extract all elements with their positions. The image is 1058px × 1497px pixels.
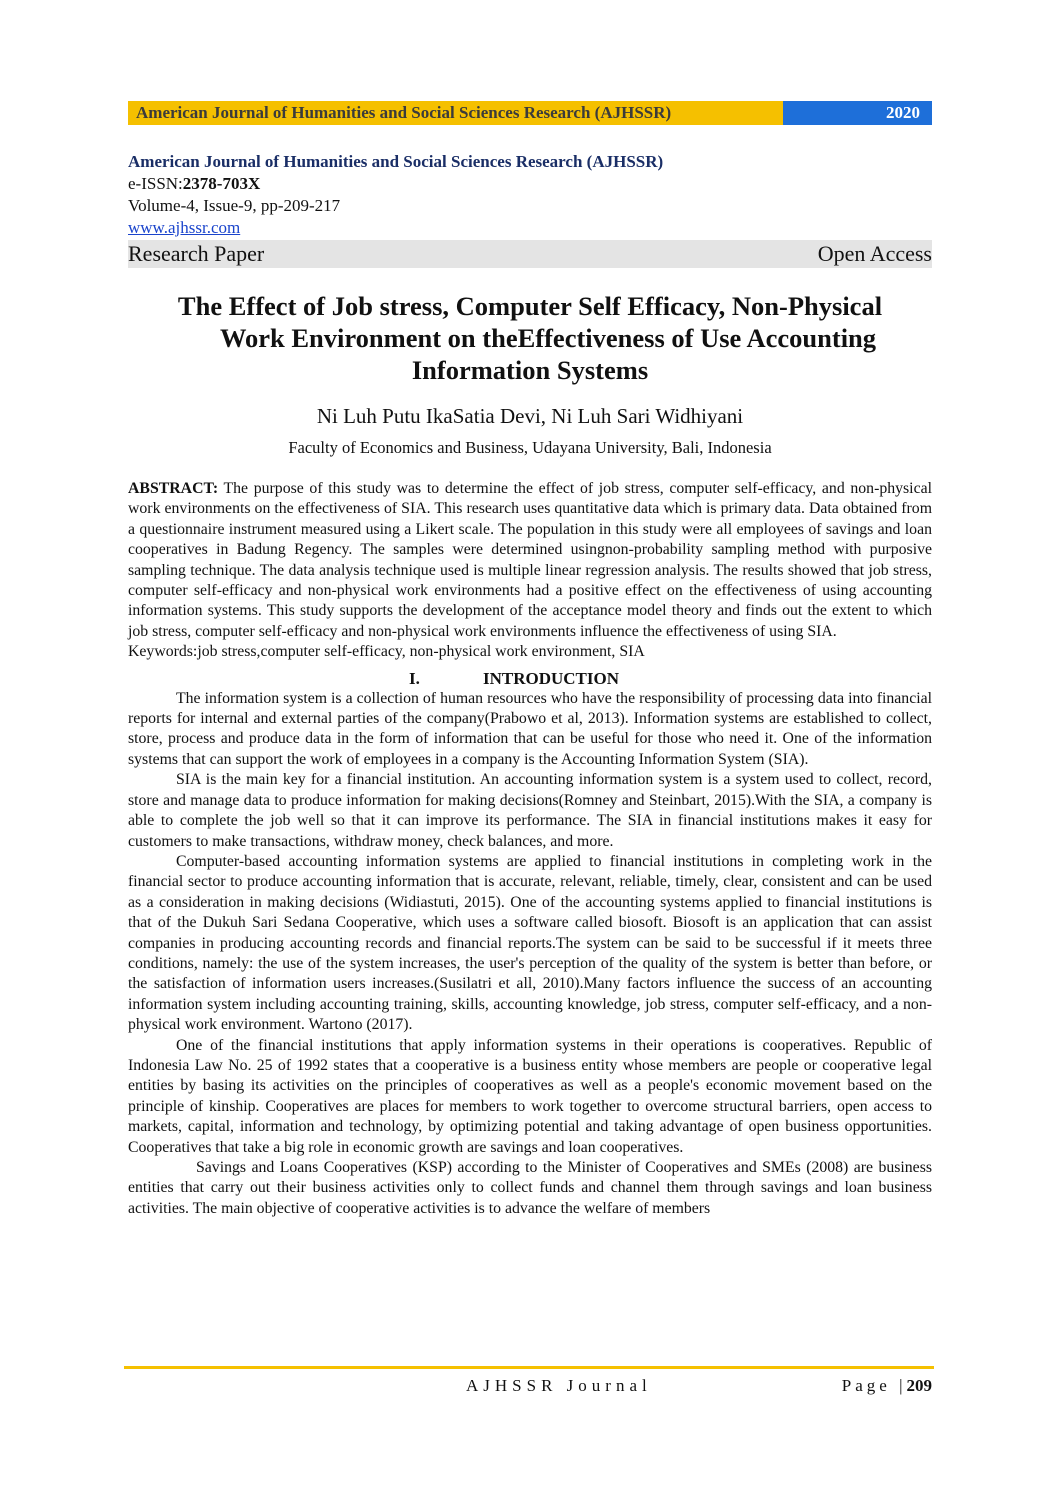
volume-line: Volume-4, Issue-9, pp-209-217: [128, 196, 341, 215]
abstract-label: ABSTRACT:: [128, 480, 219, 497]
authors: Ni Luh Putu IkaSatia Devi, Ni Luh Sari Widhiyani: [316, 404, 744, 428]
issn-value: 2378-703X: [182, 174, 261, 193]
footer-divider: [124, 1366, 934, 1369]
section-number: I.: [409, 668, 420, 688]
paragraph: One of the financial institutions that apply information systems in their operations is cooperatives. Republic of Indonesia Law No. 25 of 1992 states that a cooperative is a business entity whose members are people or cooperative legal entities by basing its activities on the principles of cooperatives as well as a people's economic movement based on the principle of kinship. Cooperatives are places for members to work together to overcome structural barriers, open access to markets, capital, information and technology, by optimizing potential and taking advantage of open business opportunities. Cooperatives that take a big role in economic growth are savings and loan cooperatives.: [128, 1036, 932, 1156]
abstract: [128, 479, 932, 642]
abstract-text: The purpose of this study was to determine the effect of job stress, computer self-efficacy, and non-physical work environments on the effectiveness of SIA. This research uses quantitative data which is primary data. Data obtained from a questionnaire instrument measured using a Likert scale. The population in this study were all employees of savings and loan cooperatives in Badung Regency. The samples were determined usingnon-probability sampling method with purposive sampling technique. The data analysis technique used is multiple linear regression analysis. The results showed that job stress, computer self-efficacy and non-physical work environments had a positive effect on the effectiveness of using accounting information systems. This study supports the development of the acceptance model theory and finds out the extent to which job stress, computer self-efficacy and non-physical work environments influence the effectiveness of using SIA.: [128, 480, 932, 640]
journal-meta: [128, 151, 932, 239]
website-link[interactable]: www.ajhssr.com: [128, 218, 241, 237]
header-journal-name: American Journal of Humanities and Social Sciences Research (AJHSSR): [128, 101, 783, 125]
issn-label: e-ISSN:: [128, 174, 183, 193]
title-line: The Effect of Job stress, Computer Self Efficacy, Non-Physical: [177, 291, 883, 321]
paragraph: Savings and Loans Cooperatives (KSP) according to the Minister of Cooperatives and SMEs (2008) are business entities that carry out their business activities only to collect funds and channel them through savings and loan business activities. The main objective of cooperative activities is to advance the welfare of members: [128, 1159, 932, 1217]
issn-line: [128, 173, 932, 195]
section-title: INTRODUCTION: [483, 668, 620, 688]
title-line: Information Systems: [411, 355, 649, 385]
paper-body: [128, 479, 932, 1219]
access-type: Open Access: [817, 241, 932, 266]
keywords: Keywords:job stress,computer self-efficacy, non-physical work environment, SIA: [128, 643, 645, 661]
page-footer: [128, 1376, 932, 1398]
paper-type: Research Paper: [128, 241, 265, 266]
paper-title: [128, 290, 932, 386]
footer-page: [842, 1376, 932, 1396]
page-number: 209: [906, 1376, 932, 1395]
footer-journal: AJHSSR Journal: [466, 1376, 652, 1395]
paragraph: SIA is the main key for a financial institution. An accounting information system is a system used to collect, record, store and manage data to produce information for making decisions(Romney and Steinbart, 2015).With the SIA, a company is able to complete the job well so that it can improve its performance. The SIA in financial institutions makes it easy for customers to make transactions, withdraw money, check balances, and more.: [128, 771, 932, 850]
paper-type-bar: [128, 240, 932, 268]
paragraph: Computer-based accounting information systems are applied to financial institutions in completing work in the financial sector to produce accounting information that is accurate, relevant, reliable, timely, clear, consistent and can be used as a consideration in making decisions (Widiastuti, 2015). One of the accounting systems applied to financial institutions is that of the Dukuh Sari Sedana Cooperative, which uses a software called biosoft. Biosoft is an application that can assist companies in producing accounting records and financial reports.The system can be said to be successful if it meets three conditions, namely: the use of the system increases, the user's perception of the quality of the system is better than before, or the satisfaction of information users increases.(Susilatri et all, 2010).Many factors influence the success of an accounting information system including accounting training, skills, accounting knowledge, job stress, computer self-efficacy, and a non-physical work environment. Wartono (2017).: [128, 852, 932, 1034]
journal-title: American Journal of Humanities and Social Sciences Research (AJHSSR): [128, 152, 664, 171]
paragraph: The information system is a collection of human resources who have the responsibility of processing data into financial reports for internal and external parties of the company(Prabowo et al, 2013). Information systems are established to collect, store, process and produce data in the form of information that can be useful for those who need it. One of the information systems that can support the work of employees in a company is the Accounting Information System (SIA).: [128, 689, 932, 768]
title-line: Work Environment on theEffectiveness of Use Accounting: [219, 323, 877, 353]
section-heading: [128, 669, 932, 689]
header-year: 2020: [783, 101, 932, 125]
running-header: [128, 101, 932, 125]
affiliation: Faculty of Economics and Business, Udayana University, Bali, Indonesia: [288, 438, 772, 457]
page-label: Page |: [841, 1376, 907, 1395]
